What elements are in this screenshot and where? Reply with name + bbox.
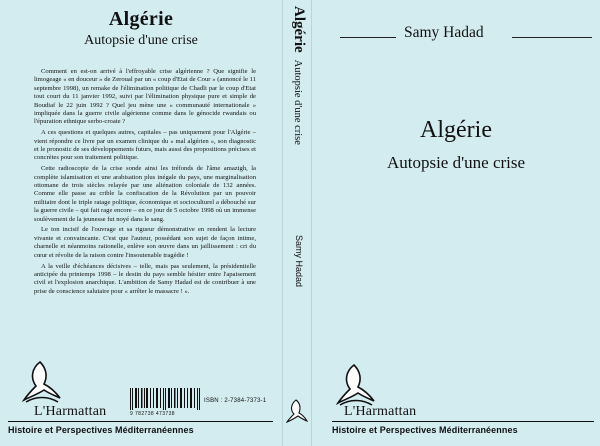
barcode-number: 9 782738 473738 bbox=[130, 411, 175, 417]
spine-bird-logo-icon bbox=[286, 398, 308, 429]
front-subtitle: Autopsie d'une crise bbox=[386, 153, 526, 172]
spine-author: Samy Hadad bbox=[294, 235, 304, 288]
spine-title-block bbox=[290, 6, 308, 145]
isbn: ISBN : 2-7384-7373-1 bbox=[204, 398, 267, 404]
front-title-block bbox=[312, 117, 600, 173]
back-title: Algérie bbox=[108, 8, 174, 30]
blurb-paragraph: Cette radioscopie de la crise sonde ainsi les tréfonds de l'âme amazigh, la complète islamisation et une arabisation plus inégale du pays, une marginalisation ottomane de trois siècles relayée par une aliénation coloniale de 132 années. Comme elle passe au crible la confiscation de la Révolution par un pouvoir militaire dont le triple ratage politique, économique et socioculturel a débouché sur la guerre civile – qui fait rage encore – en ce jour de 5 octobre 1998 où un immense soulèvement de la jeunesse fut noyé dans le sang. bbox=[34, 165, 256, 223]
back-publisher-name: L'Harmattan bbox=[34, 404, 107, 419]
blurb-paragraph: Comment en est-on arrivé à l'effroyable crise algérienne ? Que signifie le limogeage « en douceur » de Zeroual par un « coup d'Etat de Cour » (annoncé le 11 septembre 1998), un remake de l'élimination politique de Chadli par le coup d'Etat tout court du 11 janvier 1992, suivi par l'élimination physique pure et simple de Boudiaf le 22 juin 1992 ? Quel jeu mène une « communauté internationale » impliquée dans la guerre civile algérienne comme dans le génocide rwandais ou l'épuration ethnique serbo-croate ? bbox=[34, 68, 256, 126]
spine-subtitle: Autopsie d'une crise bbox=[292, 59, 303, 145]
blurb-paragraph: A la veille d'échéances décisives – telle, mais pas seulement, la présidentielle anticipée du printemps 1998 – le destin du pays semble hésiter entre l'apaisement civil et l'explosion anarchique. L'ambition de Samy Hadad est de contribuer à une prise de conscience salutaire pour « arrêter le massacre ! ». bbox=[34, 262, 256, 295]
spine-title: Algérie bbox=[291, 6, 307, 53]
harmattan-bird-logo-icon bbox=[336, 363, 376, 407]
blurb-paragraph: A ces questions et quelques autres, capitales – pas uniquement pour l'Algérie – vient répondre ce livre par un examen clinique du « mal algérien », son diagnostic et le pronostic de ses développements futurs, mais aussi des propositions précises et concrètes pour son traitement politique. bbox=[34, 129, 256, 162]
author-rule-right bbox=[512, 37, 592, 38]
back-collection-name: Histoire et Perspectives Méditerranéennes bbox=[8, 425, 194, 435]
barcode-icon bbox=[130, 388, 200, 410]
blurb-paragraph: Le ton incisif de l'ouvrage et sa rigueur démonstrative en rendent la lecture vivante et convaincante. C'est que l'auteur, possédant son sujet de façon intime, charnelle et néanmoins rationelle, enlève son œuvre dans un jaillissement : cri du cœur et révolte de la raison contre l'insoutenable tragédie ! bbox=[34, 226, 256, 259]
front-collection-rule bbox=[332, 421, 594, 422]
back-collection-rule bbox=[8, 421, 273, 422]
back-subtitle: Autopsie d'une crise bbox=[84, 33, 198, 48]
front-author: Samy Hadad bbox=[404, 24, 484, 41]
front-title: Algérie bbox=[420, 117, 492, 143]
front-publisher-name: L'Harmattan bbox=[344, 404, 417, 419]
author-rule-left bbox=[340, 37, 396, 38]
front-collection-name: Histoire et Perspectives Méditerranéennes bbox=[332, 425, 518, 435]
back-blurb bbox=[34, 68, 256, 299]
back-title-block bbox=[0, 8, 282, 49]
harmattan-bird-logo-icon bbox=[22, 360, 62, 404]
